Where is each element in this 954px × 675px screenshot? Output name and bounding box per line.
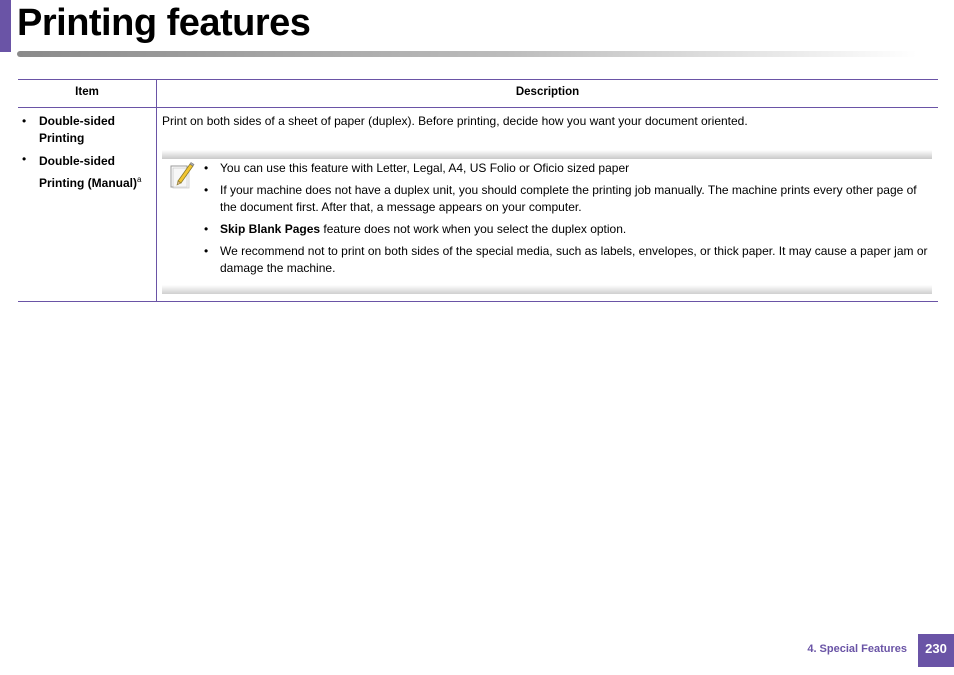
note-bottom-rule	[162, 285, 932, 294]
note-pencil-icon	[168, 160, 196, 190]
note-item	[200, 160, 932, 177]
note-item	[200, 221, 932, 238]
note-text: You can use this feature with Letter, Legal, A4, US Folio or Oficio sized paper	[220, 161, 630, 175]
bullet: •	[204, 222, 209, 236]
bullet: •	[204, 161, 209, 175]
item-label: Double-sided Printing (Manual)$^a$	[39, 154, 142, 190]
note-item	[200, 182, 932, 216]
item-label: Double-sided Printing	[39, 114, 116, 145]
page-title: Printing features	[17, 2, 311, 44]
note-bold-text: Skip Blank Pages	[220, 222, 321, 236]
left-accent-bar	[0, 0, 11, 52]
description-text: Print on both sides of a sheet of paper (duplex). Before printing, decide how you want your document oriented.	[162, 114, 748, 128]
footnote-marker: a	[137, 175, 142, 184]
bullet: •	[204, 244, 209, 258]
header-description: Description	[515, 86, 580, 98]
note-top-rule	[162, 150, 932, 159]
footer-chapter: 4. Special Features	[807, 643, 907, 655]
note-text: We recommend not to print on both sides of the special media, such as labels, envelopes, or thick paper. It may cause a paper jam or damage the machine.	[220, 244, 928, 275]
note-list	[200, 160, 932, 282]
bullet: •	[204, 183, 209, 197]
note-text: feature does not work when you select the duplex option.	[320, 222, 627, 236]
bullet: •	[22, 152, 27, 166]
note-item	[200, 243, 932, 277]
table-bottom-border	[18, 301, 938, 302]
table-column-divider	[156, 79, 157, 302]
features-table	[18, 79, 938, 302]
header-item: Item	[75, 86, 99, 98]
title-underline	[17, 51, 917, 57]
page-number: 230	[918, 634, 954, 667]
note-text: If your machine does not have a duplex unit, you should complete the printing job manually. The machine prints every other page of the document first. After that, a message appears on your computer.	[220, 183, 917, 214]
bullet: •	[22, 114, 27, 128]
